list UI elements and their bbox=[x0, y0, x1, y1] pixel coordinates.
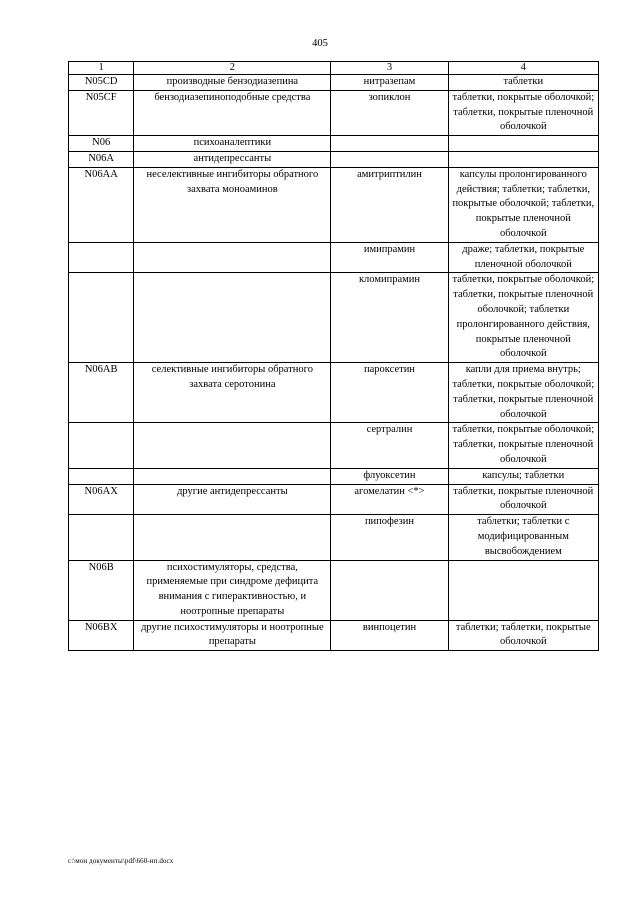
dosage-forms-cell: капсулы пролонгированного действия; таблетки; таблетки, покрытые оболочкой; таблетки, покрытые пленочной оболочкой bbox=[448, 167, 598, 242]
dosage-forms-cell: таблетки, покрытые оболочкой; таблетки, покрытые пленочной оболочкой bbox=[448, 90, 598, 135]
substance-cell: винпоцетин bbox=[331, 620, 448, 651]
table-row bbox=[69, 423, 599, 468]
header-col-4: 4 bbox=[448, 62, 598, 75]
substance-cell bbox=[331, 136, 448, 152]
dosage-forms-cell: таблетки, покрытые оболочкой; таблетки, покрытые пленочной оболочкой bbox=[448, 423, 598, 468]
header-col-2: 2 bbox=[134, 62, 331, 75]
atc-code-cell bbox=[69, 242, 134, 273]
dosage-forms-cell bbox=[448, 560, 598, 620]
atc-code-cell bbox=[69, 423, 134, 468]
table-body bbox=[69, 75, 599, 651]
substance-cell: кломипрамин bbox=[331, 273, 448, 363]
group-name-cell bbox=[134, 423, 331, 468]
table-row bbox=[69, 75, 599, 91]
header-col-1: 1 bbox=[69, 62, 134, 75]
substance-cell: нитразепам bbox=[331, 75, 448, 91]
dosage-forms-cell: таблетки bbox=[448, 75, 598, 91]
table-row bbox=[69, 468, 599, 484]
table-row bbox=[69, 167, 599, 242]
table-header-row bbox=[69, 62, 599, 75]
group-name-cell: психостимуляторы, средства, применяемые при синдроме дефицита внимания с гиперактивностью, и ноотропные препараты bbox=[134, 560, 331, 620]
atc-code-cell: N06AA bbox=[69, 167, 134, 242]
group-name-cell: неселективные ингибиторы обратного захвата моноаминов bbox=[134, 167, 331, 242]
atc-code-cell bbox=[69, 515, 134, 560]
group-name-cell: селективные ингибиторы обратного захвата серотонина bbox=[134, 363, 331, 423]
drug-classification-table bbox=[68, 61, 599, 651]
table-row bbox=[69, 484, 599, 515]
dosage-forms-cell: таблетки, покрытые пленочной оболочкой bbox=[448, 484, 598, 515]
substance-cell: пипофезин bbox=[331, 515, 448, 560]
page-number: 405 bbox=[312, 38, 328, 49]
table-row bbox=[69, 363, 599, 423]
substance-cell: флуоксетин bbox=[331, 468, 448, 484]
substance-cell bbox=[331, 151, 448, 167]
table-row bbox=[69, 560, 599, 620]
atc-code-cell: N06BX bbox=[69, 620, 134, 651]
table-row bbox=[69, 90, 599, 135]
group-name-cell: антидепрессанты bbox=[134, 151, 331, 167]
atc-code-cell: N06B bbox=[69, 560, 134, 620]
dosage-forms-cell: таблетки, покрытые оболочкой; таблетки, покрытые пленочной оболочкой; таблетки пролонгированного действия, покрытые пленочной оболочкой bbox=[448, 273, 598, 363]
atc-code-cell: N05CF bbox=[69, 90, 134, 135]
group-name-cell: психоаналептики bbox=[134, 136, 331, 152]
dosage-forms-cell: драже; таблетки, покрытые пленочной оболочкой bbox=[448, 242, 598, 273]
group-name-cell: производные бензодиазепина bbox=[134, 75, 331, 91]
table-row bbox=[69, 242, 599, 273]
substance-cell: пароксетин bbox=[331, 363, 448, 423]
substance-cell bbox=[331, 560, 448, 620]
table-row bbox=[69, 151, 599, 167]
group-name-cell: бензодиазепиноподобные средства bbox=[134, 90, 331, 135]
dosage-forms-cell bbox=[448, 136, 598, 152]
substance-cell: зопиклон bbox=[331, 90, 448, 135]
table-row bbox=[69, 620, 599, 651]
substance-cell: сертралин bbox=[331, 423, 448, 468]
dosage-forms-cell bbox=[448, 151, 598, 167]
substance-cell: амитриптилин bbox=[331, 167, 448, 242]
atc-code-cell bbox=[69, 468, 134, 484]
dosage-forms-cell: таблетки; таблетки с модифицированным высвобождением bbox=[448, 515, 598, 560]
group-name-cell: другие психостимуляторы и ноотропные препараты bbox=[134, 620, 331, 651]
table-row bbox=[69, 515, 599, 560]
group-name-cell bbox=[134, 468, 331, 484]
atc-code-cell: N06 bbox=[69, 136, 134, 152]
dosage-forms-cell: таблетки; таблетки, покрытые оболочкой bbox=[448, 620, 598, 651]
group-name-cell bbox=[134, 242, 331, 273]
substance-cell: имипрамин bbox=[331, 242, 448, 273]
atc-code-cell bbox=[69, 273, 134, 363]
atc-code-cell: N06AB bbox=[69, 363, 134, 423]
group-name-cell bbox=[134, 273, 331, 363]
table-row bbox=[69, 273, 599, 363]
table-row bbox=[69, 136, 599, 152]
atc-code-cell: N06A bbox=[69, 151, 134, 167]
atc-code-cell: N06AX bbox=[69, 484, 134, 515]
group-name-cell: другие антидепрессанты bbox=[134, 484, 331, 515]
dosage-forms-cell: капли для приема внутрь; таблетки, покрытые оболочкой; таблетки, покрытые пленочной оболочкой bbox=[448, 363, 598, 423]
header-col-3: 3 bbox=[331, 62, 448, 75]
substance-cell: агомелатин <*> bbox=[331, 484, 448, 515]
group-name-cell bbox=[134, 515, 331, 560]
dosage-forms-cell: капсулы; таблетки bbox=[448, 468, 598, 484]
atc-code-cell: N05CD bbox=[69, 75, 134, 91]
file-path-footer: c:\мои документы\pdf\660-нп.docx bbox=[68, 857, 174, 865]
